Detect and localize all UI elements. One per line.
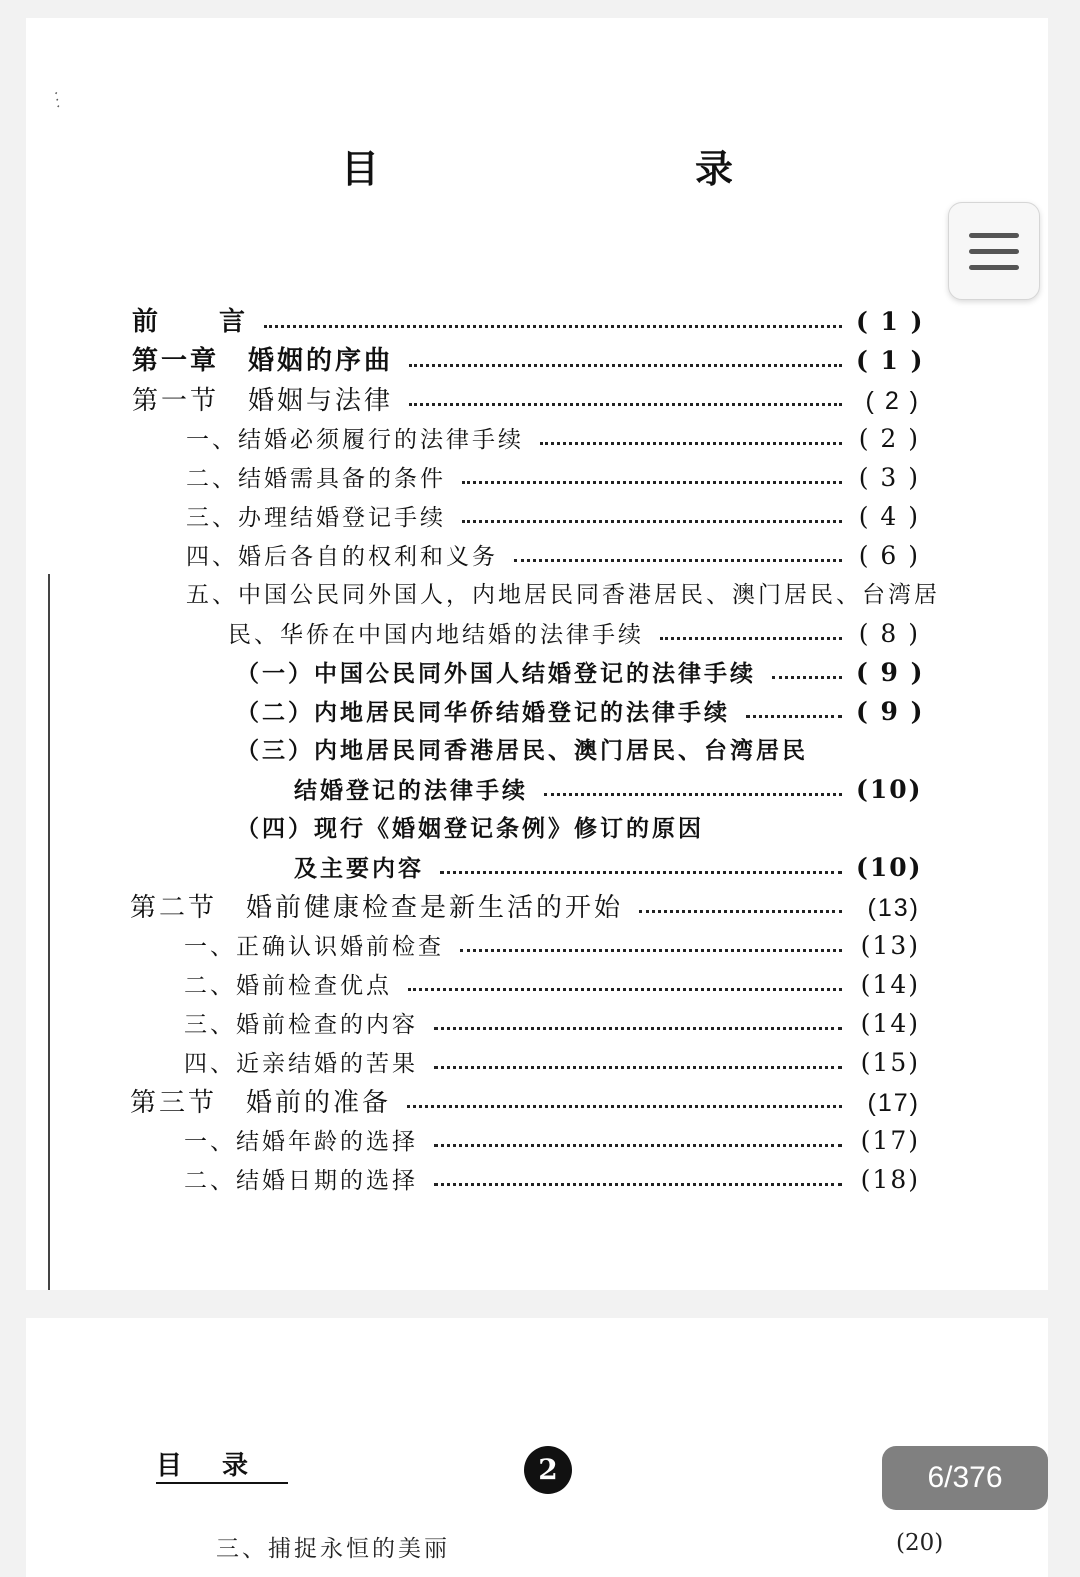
toc-entry-text: 结婚登记的法律手续 [294,777,528,804]
toc-entry-section-2[interactable] [130,889,920,925]
toc-leader-dots [409,364,842,367]
toc-leader-dots [409,403,842,406]
toc-entry-subitem[interactable] [236,694,925,730]
toc-entry-page: ( 1 ) [856,307,925,336]
toc-entry-page: ( 9 ) [856,658,925,687]
toc-leader-dots [264,325,842,328]
toc-entry-item[interactable] [184,928,920,964]
toc-entry-page: (14) [860,1009,920,1038]
toc-entry-subitem-continuation[interactable] [294,772,923,808]
toc-entry-text: 前 言 [132,307,249,337]
toc-entry-page: ( 4 ) [858,502,920,531]
toc-entry-text: （二）内地居民同华侨结婚登记的法律手续 [236,699,730,726]
toc-leader-dots [462,481,842,484]
toc-leader-dots [434,1066,842,1069]
page-number-badge: 2 [524,1446,572,1494]
toc-entry-page: (10) [856,853,923,882]
toc-entry-item[interactable] [184,1006,920,1042]
toc-entry-text: 第一节 婚姻与法律 [132,385,394,415]
toc-entry-text: 四、婚后各自的权利和义务 [186,544,498,570]
toc-leader-dots [434,1144,842,1147]
toc-entry-preface[interactable] [132,304,925,340]
toc-entry-item[interactable] [184,967,920,1003]
toc-entry-page: (17) [860,1126,920,1155]
toc-leader-dots [514,559,842,562]
toc-entry-text: 二、结婚日期的选择 [184,1168,418,1194]
toc-entry-text: 三、办理结婚登记手续 [186,505,446,531]
toc-entry-text: 第一章 婚姻的序曲 [132,346,394,376]
toc-entry-page: ( 2 ) [858,424,920,453]
toc-entry-text: 四、近亲结婚的苦果 [184,1051,418,1077]
toc-entry-subitem-first-line[interactable]: （四）现行《婚姻登记条例》修订的原因 [236,815,704,842]
toc-entry-partial-page: (20) [896,1530,944,1556]
toc-leader-dots [544,793,842,796]
toc-entry-text: 二、结婚需具备的条件 [186,466,446,492]
toc-entry-page: (13) [867,894,920,922]
toc-entry-page: (13) [860,931,920,960]
menu-button[interactable] [948,202,1040,300]
toc-entry-item-first-line[interactable]: 五、中国公民同外国人，内地居民同香港居民、澳门居民、台湾居 [186,582,940,608]
toc-entry-page: (14) [860,970,920,999]
toc-leader-dots [660,637,842,640]
scan-speck: ⋱ [46,89,68,111]
toc-entry-item[interactable] [186,421,920,457]
toc-entry-subitem-first-line[interactable]: （三）内地居民同香港居民、澳门居民、台湾居民 [236,737,808,764]
toc-entry-item[interactable] [184,1162,920,1198]
toc-entry-page: ( 6 ) [858,541,920,570]
toc-entry-page: (18) [860,1165,920,1194]
toc-entry-page: (10) [856,775,923,804]
toc-leader-dots [639,910,842,913]
toc-entry-page: ( 2 ) [865,387,920,415]
toc-entry-page: (15) [860,1048,920,1077]
toc-title: 目 录 [340,146,813,191]
toc-leader-dots [407,1105,842,1108]
toc-entry-text: （一）中国公民同外国人结婚登记的法律手续 [236,660,756,687]
toc-leader-dots [540,442,842,445]
toc-leader-dots [408,988,842,991]
toc-leader-dots [434,1183,842,1186]
toc-entry-text: 一、结婚年龄的选择 [184,1129,418,1155]
toc-leader-dots [434,1027,842,1030]
toc-leader-dots [440,871,842,874]
toc-entry-page: ( 9 ) [856,697,925,726]
toc-entry-subitem-continuation[interactable] [294,850,923,886]
scan-edge-line [48,574,50,1290]
toc-entry-text: 三、婚前检查的内容 [184,1012,418,1038]
toc-entry-page: (17) [867,1089,920,1117]
toc-entry-item[interactable] [184,1045,920,1081]
toc-entry-page: ( 8 ) [858,619,920,648]
page-counter: 6/376 [882,1446,1048,1510]
toc-entry-partial: 三、捕捉永恒的美丽 [216,1536,450,1562]
toc-entry-section-1[interactable] [132,382,920,418]
toc-entry-text: 第二节 婚前健康检查是新生活的开始 [130,892,624,922]
toc-entry-item[interactable] [186,538,920,574]
toc-entry-item[interactable] [184,1123,920,1159]
toc-entry-text: 一、结婚必须履行的法律手续 [186,427,524,453]
toc-entry-text: 民、华侨在中国内地结婚的法律手续 [228,622,644,648]
toc-entry-section-3[interactable] [130,1084,920,1120]
toc-leader-dots [462,520,842,523]
toc-entry-item[interactable] [186,499,920,535]
toc-entry-text: 一、正确认识婚前检查 [184,934,444,960]
toc-entry-item-continuation[interactable] [228,616,920,652]
toc-entry-text: 二、婚前检查优点 [184,973,392,999]
running-header: 目录 [156,1450,288,1484]
toc-entry-chapter-1[interactable] [132,343,925,379]
toc-leader-dots [746,715,842,718]
toc-entry-item[interactable] [186,460,920,496]
toc-entry-text: 第三节 婚前的准备 [130,1087,392,1117]
toc-entry-page: ( 3 ) [858,463,920,492]
toc-leader-dots [460,949,842,952]
toc-entry-page: ( 1 ) [856,346,925,375]
toc-entry-text: 及主要内容 [294,855,424,882]
toc-leader-dots [772,676,842,679]
toc-entry-subitem[interactable] [236,655,925,691]
document-page-1 [26,18,1048,1290]
